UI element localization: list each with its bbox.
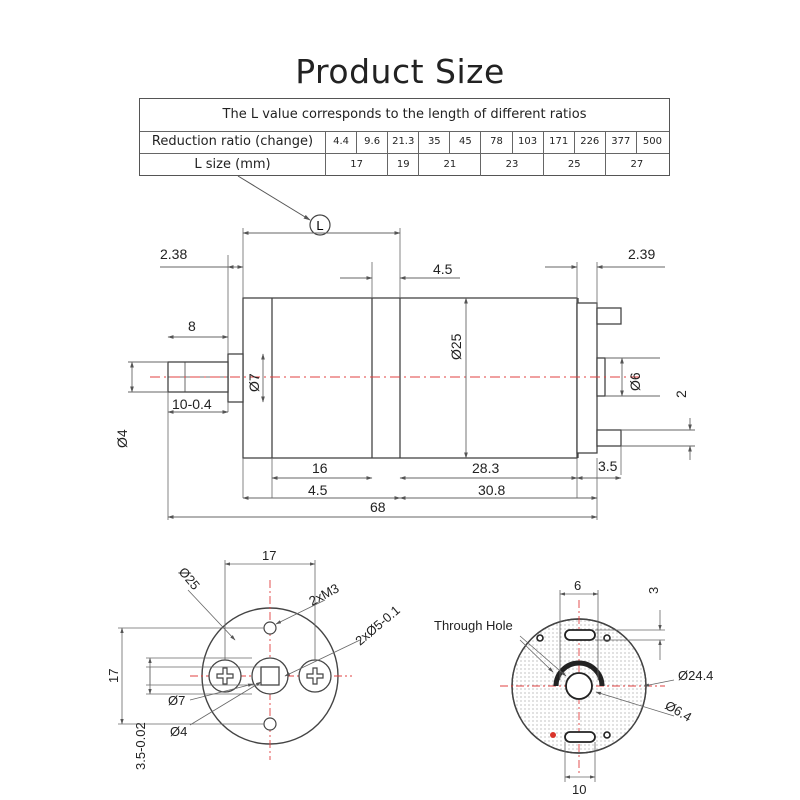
back-dim-10: 10 [572,782,587,797]
lsize-cell: 23 [481,154,543,176]
back-dim-6: 6 [574,578,582,593]
ratio-cell: 500 [642,136,662,147]
dim-2: 2 [673,390,689,398]
back-dim-3: 3 [646,586,661,594]
dim-28-3: 28.3 [472,460,500,476]
dim-10-04: 10-0.4 [172,396,212,412]
dim-4-5-bottom: 4.5 [308,482,328,498]
back-dim-phi6-4: Ø6.4 [662,697,695,725]
lsize-cell: 25 [544,154,606,176]
ratio-cell: 78 [481,131,512,153]
lsize-header: L size (mm) [140,154,326,176]
front-dim-17-left: 17 [106,668,121,683]
dim-8: 8 [188,318,196,334]
dim-phi7: Ø7 [246,373,262,392]
l-marker-label: L [316,218,324,233]
dim-phi6: Ø6 [627,372,643,391]
front-dim-3-5-002: 3.5-0.02 [133,722,148,770]
ratio-cell: 226 [575,131,606,153]
l-marker [238,176,330,235]
lsize-cell: 21 [419,154,481,176]
lsize-cell: 17 [326,154,388,176]
front-dim-17-top: 17 [262,548,277,563]
ratio-cell: 171 [544,131,575,153]
dim-30-8: 30.8 [478,482,506,498]
dim-68: 68 [370,499,386,515]
ratio-cell: 45 [450,131,481,153]
dim-4-5-top: 4.5 [433,261,453,277]
front-dim-phi7: Ø7 [168,693,186,708]
ratio-cell: 103 [513,131,544,153]
front-dim-2xphi5: 2xØ5-0.1 [352,602,403,649]
dim-2-39: 2.39 [628,246,656,262]
ratio-cell: 9.6 [357,131,388,153]
back-dim-phi24-4: Ø24.4 [678,668,714,683]
ratio-cell: 35 [419,131,450,153]
dim-phi25: Ø25 [448,333,464,360]
back-view [500,600,665,775]
front-dim-2xm3: 2xM3 [306,580,342,609]
ratio-cell: 21.3 [388,131,419,153]
ratio-header: Reduction ratio (change) [140,131,326,153]
page-title: Product Size [295,52,505,91]
table-caption: The L value corresponds to the length of different ratios [140,99,669,132]
front-view [190,580,352,760]
dim-3-5: 3.5 [598,458,618,474]
back-through-hole-label: Through Hole [434,618,513,633]
front-dim-phi4: Ø4 [170,724,188,739]
lsize-cell: 19 [388,154,419,176]
front-dim-phi25: Ø25 [175,564,203,593]
dim-2-38: 2.38 [160,246,188,262]
ratio-cell: 377 [606,131,637,153]
lsize-cell: 27 [630,159,644,170]
ratio-cell: 4.4 [326,131,357,153]
dim-phi4: Ø4 [114,429,130,448]
side-view [168,298,621,458]
dim-16: 16 [312,460,328,476]
